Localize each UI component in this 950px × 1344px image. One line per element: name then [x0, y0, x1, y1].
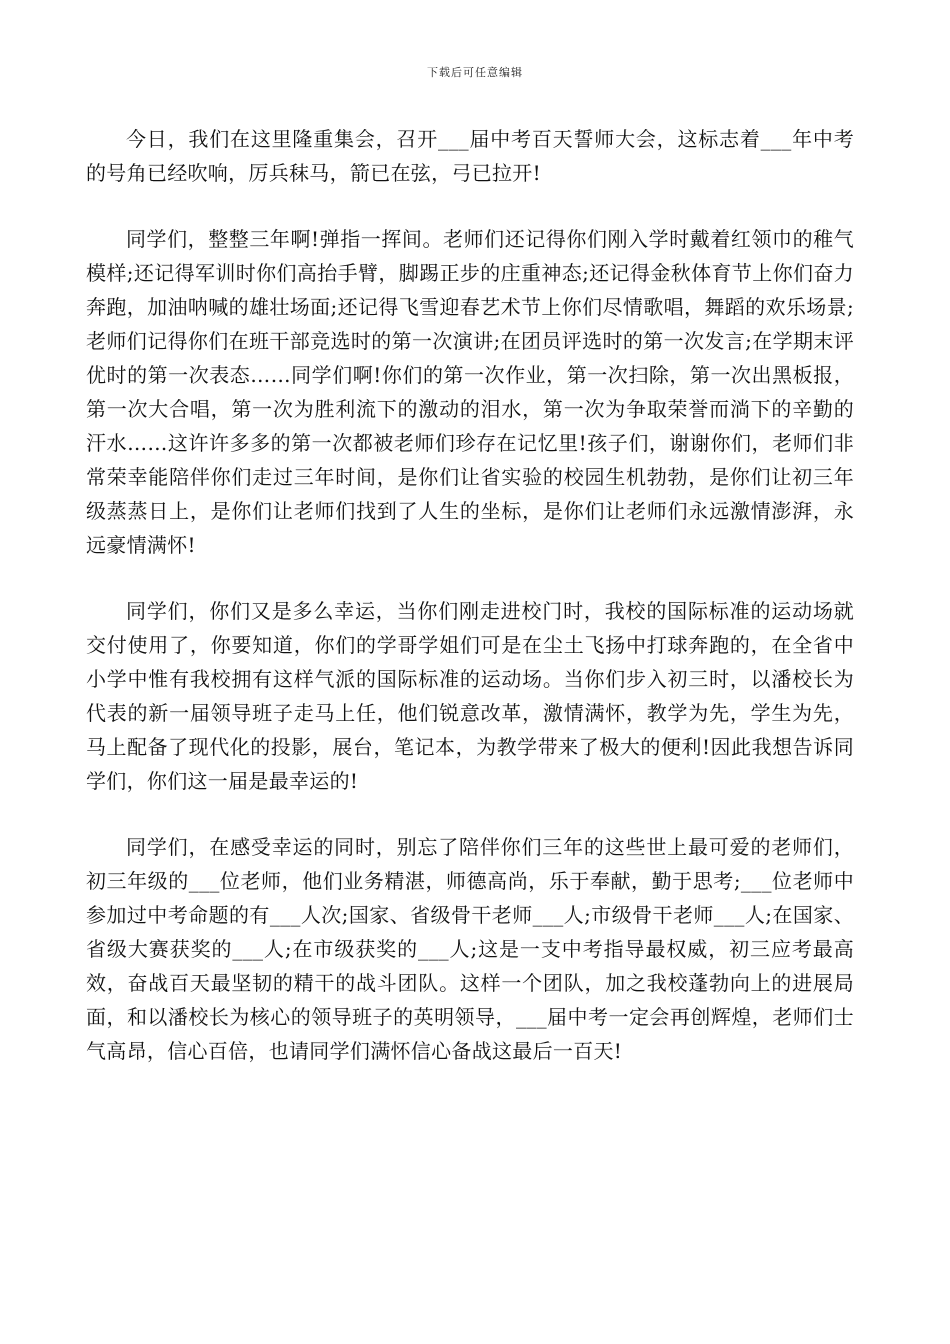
paragraph-fortune: 同学们，你们又是多么幸运，当你们刚走进校门时，我校的国际标准的运动场就交付使用了，你要知道，你们的学哥学姐们可是在尘土飞扬中打球奔跑的，在全省中小学中惟有我校拥有这样气派的国际标准的运动场。当你们步入初三时，以潘校长为代表的新一届领导班子走马上任，他们锐意改革，激情满怀，教学为先，学生为先，马上配备了现代化的投影，展台，笔记本，为教学带来了极大的便利!因此我想告诉同学们，你们这一届是最幸运的!: [86, 599, 854, 793]
page-header: 下载后可任意编辑: [427, 66, 523, 79]
paragraph-opening: 今日，我们在这里隆重集会，召开___届中考百天誓师大会，这标志着___年中考的号角已经吹响，厉兵秣马，箭已在弦，弓已拉开!: [86, 127, 854, 185]
paragraph-memories: 同学们，整整三年啊!弹指一挥间。老师们还记得你们刚入学时戴着红领巾的稚气模样;还记得军训时你们高抬手臂，脚踢正步的庄重神态;还记得金秋体育节上你们奋力奔跑，加油呐喊的雄壮场面;还记得飞雪迎春艺术节上你们尽情歌唱，舞蹈的欢乐场景;老师们记得你们在班干部竞选时的第一次演讲;在团员评选时的第一次发言;在学期末评优时的第一次表态……同学们啊!你们的第一次作业，第一次扫除，第一次出黑板报，第一次大合唱，第一次为胜利流下的激动的泪水，第一次为争取荣誉而淌下的辛勤的汗水……这许许多多的第一次都被老师们珍存在记忆里!孩子们，谢谢你们，老师们非常荣幸能陪伴你们走过三年时间，是你们让省实验的校园生机勃勃，是你们让初三年级蒸蒸日上，是你们让老师们找到了人生的坐标，是你们让老师们永远激情澎湃，永远豪情满怀!: [86, 227, 854, 557]
document-body: [86, 122, 854, 1100]
paragraph-teachers: 同学们，在感受幸运的同时，别忘了陪伴你们三年的这些世上最可爱的老师们，初三年级的___位老师，他们业务精湛，师德高尚，乐于奉献，勤于思考;___位老师中参加过中考命题的有___人次;国家、省级骨干老师___人;市级骨干老师___人;在国家、省级大赛获奖的___人;在市级获奖的___人;这是一支中考指导最权威，初三应考最高效，奋战百天最坚韧的精干的战斗团队。这样一个团队，加之我校蓬勃向上的进展局面，和以潘校长为核心的领导班子的英明领导，___届中考一定会再创辉煌，老师们士气高昂，信心百倍，也请同学们满怀信心备战这最后一百天!: [86, 835, 854, 1063]
